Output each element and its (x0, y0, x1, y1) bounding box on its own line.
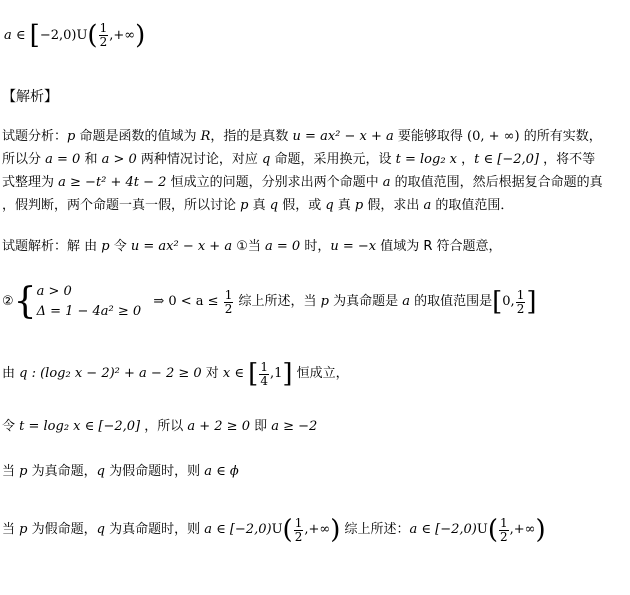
solution-line-4: 令 t = log₂ x ∈ [−2,0] ，所以 a + 2 ≥ 0 即 a ≥ −2 (2, 419, 318, 434)
analysis-line-3: 式整理为 a ≥ −t² + 4t − 2 恒成立的问题，分别求出两个命题中 a 的取值范围，然后根据复合命题的真 (2, 175, 603, 190)
solution-line-2: ②{ a > 0 Δ = 1 − 4a² ≥ 0 ⇒ 0 < a ≤ $\frac{1}{2}$ 综上所述，当 p 为真命题是 a 的取值范围是[0, $\frac{1}{2}$ ] (2, 281, 537, 322)
analysis-line-2: 所以分 a = 0 和 a > 0 两种情况讨论，对应 q 命题，采用换元，设 t = log₂ x ，t ∈ [−2,0] ，将不等 (2, 152, 596, 167)
analysis-heading: 【解析】 (2, 89, 58, 105)
answer-union: U (76, 28, 88, 43)
answer-bracket: [ (29, 20, 40, 51)
answer-infinity: ,+∞ (109, 28, 136, 43)
answer-in: ∈ (11, 28, 30, 43)
answer-var: a (4, 28, 12, 43)
answer-interval: −2,0) (39, 28, 77, 43)
solution-line-3: 由 q : (log₂ x − 2)² + a − 2 ≥ 0 对 x ∈ [ $\frac{1}{4}$ ,1] 恒成立， (2, 359, 349, 389)
answer-line: a ∈ [−2,0)U( $\frac{1}{2}$ ,+∞) (4, 20, 146, 51)
solution-line-5: 当 p 为真命题，q 为假命题时，则 a ∈ ϕ (2, 464, 239, 479)
inequality-system: a > 0 Δ = 1 − 4a² ≥ 0 (36, 284, 142, 319)
analysis-line-4: ，假判断，两个命题一真一假，所以讨论 p 真 q 假，或 q 真 p 假，求出 a 的取值范围． (2, 198, 514, 213)
solution-line-6: 当 p 为假命题，q 为真命题时，则 a ∈ [−2,0)U( $\frac{1}{2}$ ,+∞) 综上所述：a ∈ [−2,0)U( $\frac{1}{2}$ ,+∞) (2, 515, 546, 545)
analysis-line-1: 试题分析：p 命题是函数的值域为 R，指的是真数 u = ax² − x + a 要能够取得 (0, + ∞) 的所有实数， (2, 129, 602, 144)
answer-fraction: $\frac{1}{2}$ (99, 21, 108, 49)
solution-line-1: 试题解析：解 由 p 令 u = ax² − x + a ①当 a = 0 时，u = −x 值域为 R 符合题意， (2, 239, 502, 254)
